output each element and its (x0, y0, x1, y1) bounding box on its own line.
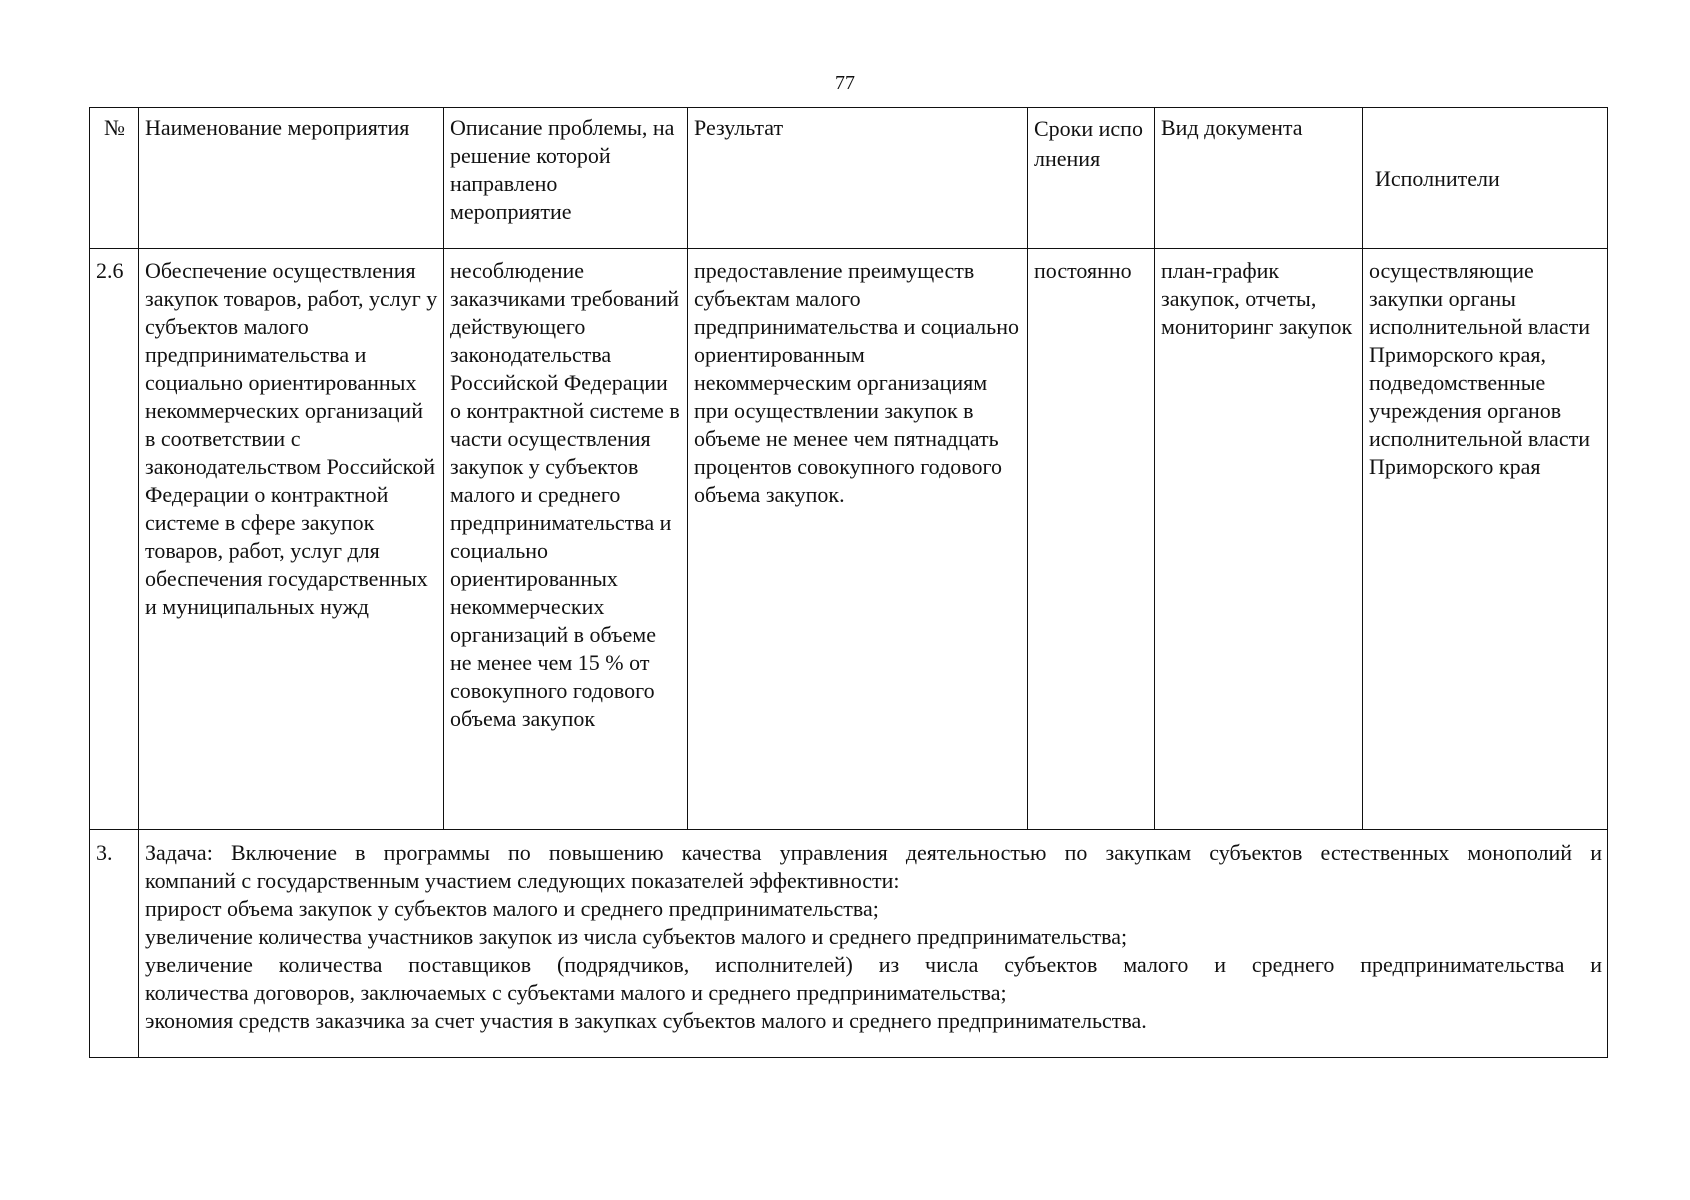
task-cell (139, 830, 1608, 1058)
header-doc-type: Вид документа (1155, 108, 1363, 249)
table-row (90, 830, 1608, 1058)
table-header-row (90, 108, 1608, 249)
header-term: Сроки исполнения (1028, 108, 1155, 249)
task-line: компаний с государственным участием следующих показателей эффективности: (145, 868, 900, 893)
executors-cell: осуществляющие закупки органы исполнительной власти Приморского края, подведомственные учреждения органов исполнительной власти Приморского края (1363, 249, 1608, 830)
task-line: экономия средств заказчика за счет участия в закупках субъектов малого и среднего предпринимательства. (145, 1008, 1147, 1033)
table-row (90, 249, 1608, 830)
task-line: увеличение количества поставщиков (подрядчиков, исполнителей) из числа субъектов малого и среднего предпринимательства и (145, 952, 1602, 977)
task-line: Задача: Включение в программы по повышению качества управления деятельностью по закупкам субъектов естественных монополий и (145, 840, 1602, 865)
result-cell: предоставление преимуществ субъектам малого предпринимательства и социально ориентированным некоммерческим организациям при осуществлении закупок в объеме не менее чем пятнадцать процентов совокупного годового объема закупок. (688, 249, 1028, 830)
header-num: № (90, 108, 139, 249)
header-problem: Описание проблемы, на решение которой направлено мероприятие (444, 108, 688, 249)
header-result: Результат (688, 108, 1028, 249)
header-executors: Исполнители (1363, 108, 1608, 249)
doc-type-cell: план-график закупок, отчеты, мониторинг закупок (1155, 249, 1363, 830)
task-line: увеличение количества участников закупок из числа субъектов малого и среднего предпринимательства; (145, 924, 1128, 949)
term-cell: постоянно (1028, 249, 1155, 830)
measure-name-cell: Обеспечение осуществления закупок товаров, работ, услуг у субъектов малого предпринимательства и социально ориентированных некоммерческих организаций в соответствии с законодательством Российской Федерации о контрактной системе в сфере закупок товаров, работ, услуг для обеспечения государственных и муниципальных нужд (139, 249, 444, 830)
header-name: Наименование мероприятия (139, 108, 444, 249)
row-num: 2.6 (90, 249, 139, 830)
measures-table (89, 107, 1608, 1058)
problem-cell: несоблюдение заказчиками требований действующего законодательства Российской Федерации о контрактной системе в части осуществления закупок у субъектов малого и среднего предпринимательства и социально ориентированных некоммерческих организаций в объеме не менее чем 15 % от совокупного годового объема закупок (444, 249, 688, 830)
task-line: количества договоров, заключаемых с субъектами малого и среднего предпринимательства; (145, 980, 1007, 1005)
task-line: прирост объема закупок у субъектов малого и среднего предпринимательства; (145, 896, 879, 921)
row-num: 3. (90, 830, 139, 1058)
page-number: 77 (835, 72, 855, 94)
